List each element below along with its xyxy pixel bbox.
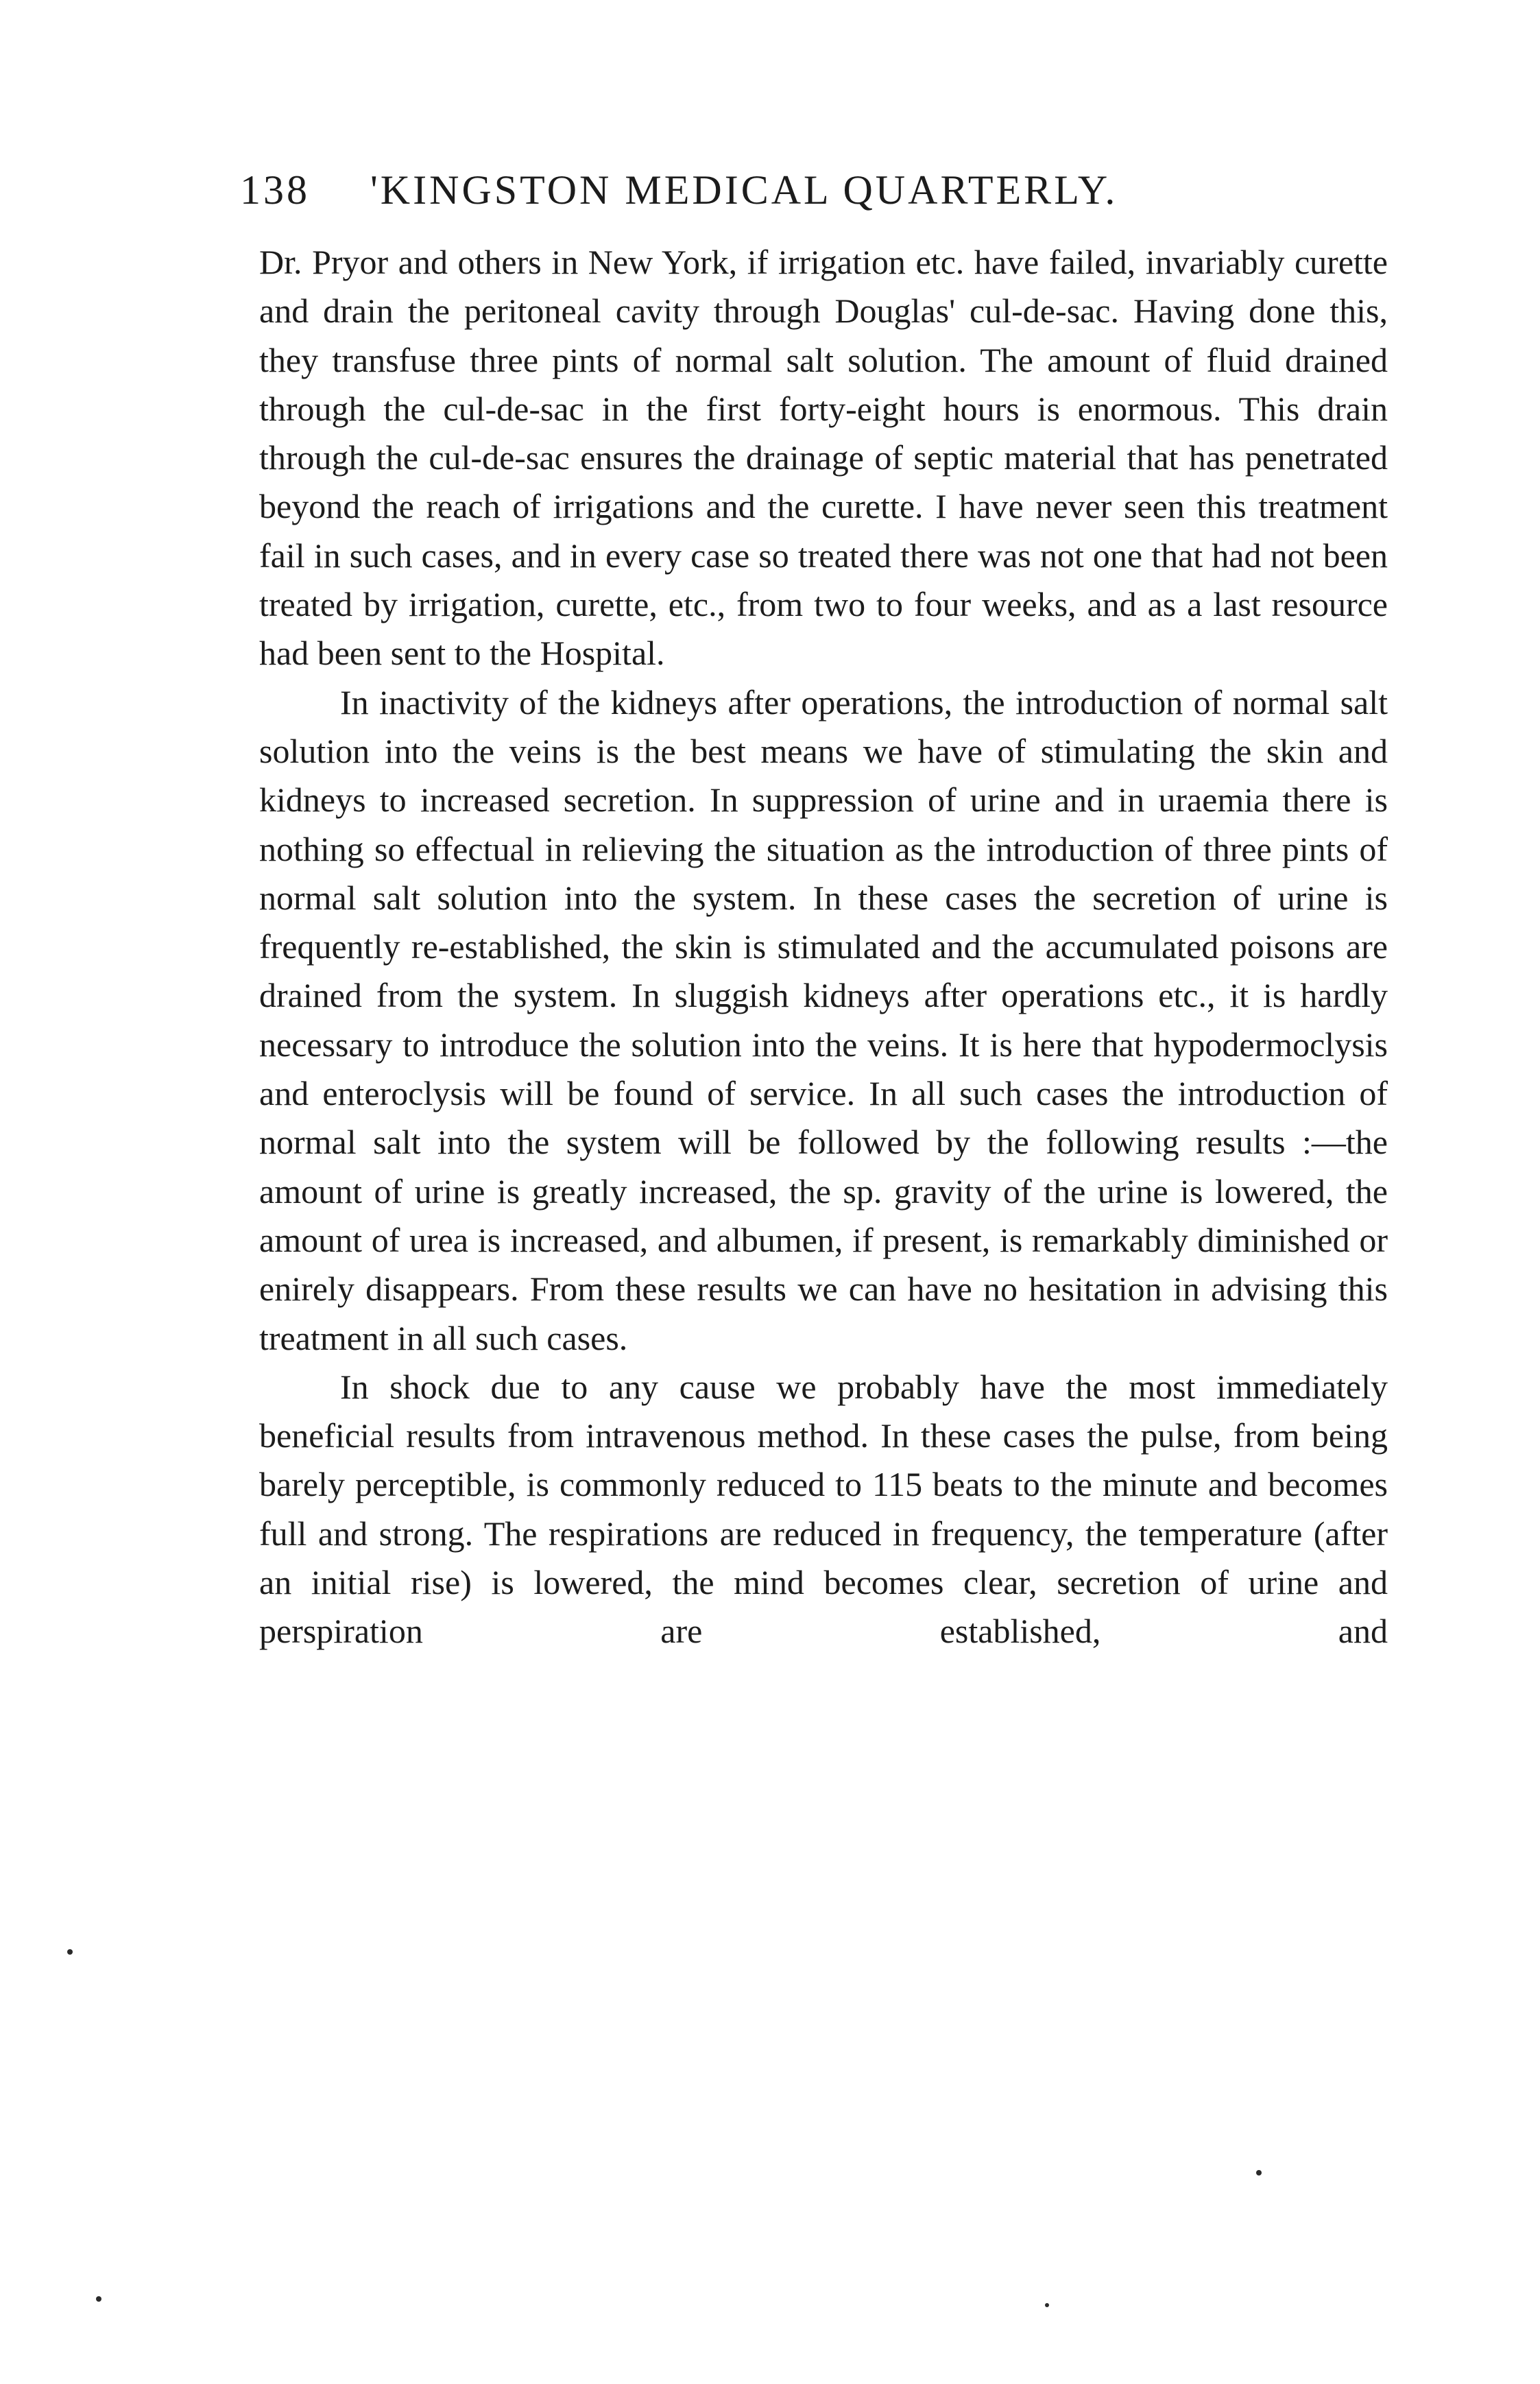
journal-title: 'KINGSTON MEDICAL QUARTERLY. <box>370 167 1118 213</box>
paragraph-kidneys: In inactivity of the kidneys after operations, the introduction of normal salt solution into the veins is the best means we have of stimulating the skin and kidneys to increased secretion. In suppression of urine and in uraemia there is nothing so effectual in relieving the situation as the introduction of three pints of normal salt solution into the system. In these cases the secretion of urine is frequently re-established, the skin is stimulated and the accumulated poisons are drained from the system. In sluggish kidneys after operations etc., it is hardly necessary to introduce the solution into the veins. It is here that hypodermoclysis and enteroclysis will be found of service. In all such cases the introduction of normal salt into the system will be followed by the following results :—the amount of urine is greatly increased, the sp. gravity of the urine is lowered, the amount of urea is increased, and albumen, if present, is remarkably diminished or enirely disappears. From these results we can have no hesitation in advising this treatment in all such cases. <box>259 682 1388 1357</box>
print-speck <box>96 2296 101 2302</box>
print-speck <box>67 1949 73 1955</box>
body-text <box>259 238 1388 1656</box>
running-head <box>240 159 1406 221</box>
paragraph-shock: In shock due to any cause we probably have the most immediately beneficial results from intravenous method. In these cases the pulse, from being barely perceptible, is commonly reduced to 115 beats to the minute and becomes full and strong. The respirations are reduced in frequency, the temperature (after an initial rise) is lowered, the mind becomes clear, secretion of urine and perspiration are established, and <box>259 1367 1388 1651</box>
print-speck <box>1045 2303 1049 2307</box>
page-number: 138 <box>240 167 310 213</box>
paragraph-drainage: Dr. Pryor and others in New York, if irrigation etc. have failed, invariably curette and drain the peritoneal cavity through Douglas' cul-de-sac. Having done this, they transfuse three pints of normal salt solution. The amount of fluid drained through the cul-de-sac in the first forty-eight hours is enormous. This drain through the cul-de-sac ensures the drainage of septic material that has penetrated beyond the reach of irrigations and the curette. I have never seen this treatment fail in such cases, and in every case so treated there was not one that had not been treated by irrigation, curette, etc., from two to four weeks, and as a last resource had been sent to the Hospital. <box>259 243 1388 673</box>
print-speck <box>1256 2170 1262 2176</box>
